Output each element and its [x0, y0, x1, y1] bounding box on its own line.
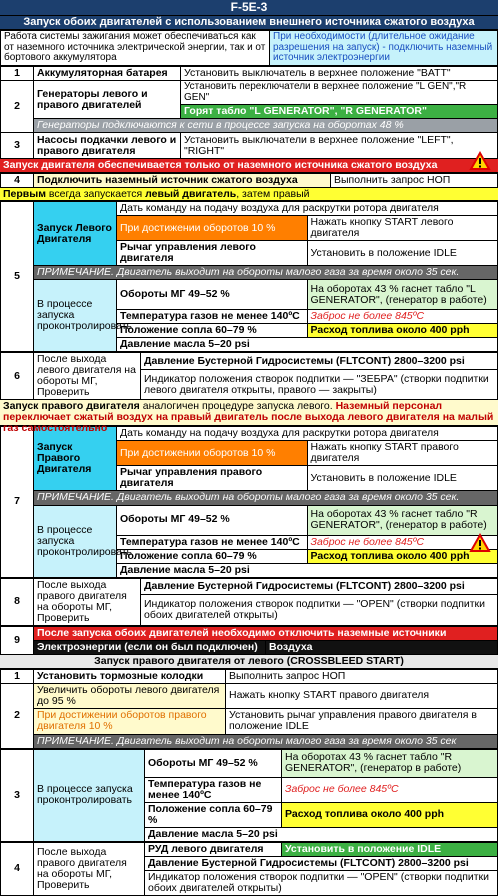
step-action: Установить выключатели в верхнее положение "LEFT", "RIGHT" — [181, 133, 498, 159]
chocks-action: Выполнить запрос НОП — [226, 669, 498, 683]
generator-note: Генераторы подключаются к сети в процессе запуска на оборотах 48 % — [34, 119, 498, 133]
step-number: 8 — [1, 578, 34, 625]
step-number: 3 — [1, 749, 34, 841]
step-number: 4 — [1, 842, 34, 895]
right-start-air: Дать команду на подачу воздуха для раскрутки ротора двигателя — [117, 427, 498, 441]
right-egt-max: Заброс не более 845ºC — [307, 535, 498, 549]
right-start-label: Запуск Правого Двигателя — [34, 427, 117, 491]
page-title: F-5E-3 — [0, 0, 498, 16]
right-control-label: В процессе запуска проконтролировать — [34, 505, 117, 577]
left-start-rpm10: При достижении оборотов 10 % — [117, 216, 308, 241]
cross-left-idle: Установить в положение IDLE — [282, 842, 498, 856]
left-start-air: Дать команду на подачу воздуха для раскрутки ротора двигателя — [117, 202, 498, 216]
left-control-label: В процессе запуска проконтролировать — [34, 280, 117, 352]
right-after-table — [0, 578, 498, 626]
disconnect-air: Воздуха — [266, 640, 498, 654]
page-subtitle: Запуск обоих двигателей с использованием внешнего источника сжатого воздуха — [0, 16, 498, 31]
cross-note: ПРИМЕЧАНИЕ. Двигатель выходит на обороты малого газа за время около 35 сек — [34, 734, 498, 748]
intro-left: Работа системы зажигания может обеспечиваться как от наземного источника электрической энергии, так и от бортового аккумулятора — [1, 31, 270, 66]
cross-start-button: Нажать кнопку START правого двигателя — [226, 683, 498, 708]
right-nozzle: Положение сопла 60–79 % — [117, 549, 308, 563]
step-number: 4 — [1, 174, 34, 188]
cross-right-throttle: Установить рычаг управления правого двигателя в положение IDLE — [226, 708, 498, 734]
step-label: Генераторы левого и правого двигателей — [34, 81, 181, 119]
right-door-indicator: Индикатор положения створок подпитки — "OPEN" (створки подпитки обоих двигателей открыты) — [141, 595, 498, 626]
cross-egt-max: Заброс не более 845ºC — [282, 777, 498, 802]
step-label: Подключить наземный источник сжатого воздуха — [34, 174, 331, 188]
left-start-table — [0, 201, 498, 352]
prep-table — [0, 66, 498, 159]
warning-banner: Запуск двигателя обеспечивается только от наземного источника сжатого воздуха — [0, 159, 498, 173]
left-egt-max: Заброс не более 845ºC — [307, 310, 498, 324]
right-oil-pressure: Давление масла 5–20 psi — [117, 563, 498, 577]
cross-hydraulic-pressure: Давление Бустерной Гидросистемы (FLTCONT) 2800–3200 psi — [145, 856, 498, 870]
step-number: 2 — [1, 683, 34, 748]
right-start-button: Нажать кнопку START правого двигателя — [307, 441, 498, 466]
cross-left-rpm: Увеличить обороты левого двигателя до 95 % — [34, 683, 226, 708]
step-number: 1 — [1, 669, 34, 683]
left-generator-off: На оборотах 43 % гаснет табло "L GENERATOR", (генератор в работе) — [307, 280, 498, 310]
cross-left-throttle: РУД левого двигателя — [145, 842, 282, 856]
right-hydraulic-pressure: Давление Бустерной Гидросистемы (FLTCONT) 2800–3200 psi — [141, 578, 498, 594]
right-start-info: Запуск правого двигателя аналогичен процедуре запуска левого. Наземный персонал переключает сжатый воздух на правый двигатель после выхода левого двигателя на малый газ самостоятельно — [0, 400, 498, 426]
crossbleed-after-table — [0, 842, 498, 896]
crossbleed-title: Запуск правого двигателя от левого (CROSSBLEED START) — [0, 655, 498, 669]
cross-door-indicator: Индикатор положения створок подпитки — "OPEN" (створки подпитки обоих двигателей открыты) — [145, 870, 498, 895]
disconnect-power: Электроэнергии (если он был подключен) — [34, 640, 266, 654]
intro-table — [0, 30, 498, 66]
step-action: Установить переключатели в верхнее положение "L GEN","R GEN" — [181, 81, 498, 105]
right-start-rpm10: При достижении оборотов 10 % — [117, 441, 308, 466]
step-number: 3 — [1, 133, 34, 159]
crossbleed-control-table — [0, 749, 498, 842]
chocks-label: Установить тормозные колодки — [34, 669, 226, 683]
step-action: Установить выключатель в верхнее положение "BATT" — [181, 67, 498, 81]
step-number: 7 — [1, 427, 34, 577]
left-start-note: ПРИМЕЧАНИЕ. Двигатель выходит на обороты малого газа за время около 35 сек. — [34, 266, 498, 280]
right-throttle: Рычаг управления правого двигателя — [117, 466, 308, 491]
cross-generator-off: На оборотах 43 % гаснет табло "R GENERATOR", (генератор в работе) — [282, 749, 498, 777]
left-nozzle: Положение сопла 60–79 % — [117, 324, 308, 338]
start-order: Первым всегда запускается левый двигатель, затем правый — [0, 188, 498, 201]
left-after-table — [0, 352, 498, 400]
step-number: 9 — [1, 626, 34, 654]
left-egt-min: Температура газов не менее 140ºC — [117, 310, 308, 324]
left-hydraulic-pressure: Давление Бустерной Гидросистемы (FLTCONT) 2800–3200 psi — [141, 353, 498, 369]
cross-fuel-flow: Расход топлива около 400 pph — [282, 802, 498, 827]
cross-rpm-idle: Обороты МГ 49–52 % — [145, 749, 282, 777]
cross-nozzle: Положение сопла 60–79 % — [145, 802, 282, 827]
left-door-indicator: Индикатор положения створок подпитки — "ЗЕБРА" (створки подпитки левого двигателя открыты, правого — закрыты) — [141, 369, 498, 400]
step-label: Насосы подкачки левого и правого двигателя — [34, 133, 181, 159]
air-table — [0, 173, 498, 188]
warning-icon — [470, 152, 490, 170]
right-throttle-idle: Установить в положение IDLE — [307, 466, 498, 491]
generator-lights: Горят табло "L GENERATOR", "R GENERATOR" — [181, 105, 498, 119]
cross-after-label: После выхода правого двигателя на обороты МГ, Проверить — [34, 842, 145, 895]
left-start-label: Запуск Левого Двигателя — [34, 202, 117, 266]
step-label: Аккумуляторная батарея — [34, 67, 181, 81]
left-throttle: Рычаг управления левого двигателя — [117, 241, 308, 266]
left-throttle-idle: Установить в положение IDLE — [307, 241, 498, 266]
right-rpm-idle: Обороты МГ 49–52 % — [117, 505, 308, 535]
right-after-label: После выхода правого двигателя на обороты МГ, Проверить — [34, 578, 141, 625]
right-start-table — [0, 426, 498, 577]
left-rpm-idle: Обороты МГ 49–52 % — [117, 280, 308, 310]
right-generator-off: На оборотах 43 % гаснет табло "R GENERATOR", (генератор в работе) — [307, 505, 498, 535]
left-after-label: После выхода левого двигателя на обороты МГ, Проверить — [34, 353, 141, 400]
step-action: Выполнить запрос НОП — [331, 174, 498, 188]
left-oil-pressure: Давление масла 5–20 psi — [117, 338, 498, 352]
crossbleed-table — [0, 669, 498, 749]
step-number: 6 — [1, 353, 34, 400]
intro-right: При необходимости (длительное ожидание разрешения на запуск) - подключить наземный источник электроэнергии — [270, 31, 498, 66]
cross-oil-pressure: Давление масла 5–20 psi — [145, 827, 498, 841]
disconnect-table — [0, 626, 498, 655]
cross-right-rpm10: При достижении оборотов правого двигателя 10 % — [34, 708, 226, 734]
right-start-note: ПРИМЕЧАНИЕ. Двигатель выходит на обороты малого газа за время около 35 сек. — [34, 491, 498, 505]
right-fuel-flow: Расход топлива около 400 pph — [307, 549, 498, 563]
left-fuel-flow: Расход топлива около 400 pph — [307, 324, 498, 338]
step-number: 1 — [1, 67, 34, 81]
step-number: 5 — [1, 202, 34, 352]
warning-icon — [470, 534, 490, 552]
right-egt-min: Температура газов не менее 140ºC — [117, 535, 308, 549]
step-number: 2 — [1, 81, 34, 133]
cross-control-label: В процессе запуска проконтролировать — [34, 749, 145, 841]
disconnect-warning: После запуска обоих двигателей необходимо отключить наземные источники — [34, 626, 498, 640]
cross-egt-min: Температура газов не менее 140ºC — [145, 777, 282, 802]
left-start-button: Нажать кнопку START левого двигателя — [307, 216, 498, 241]
